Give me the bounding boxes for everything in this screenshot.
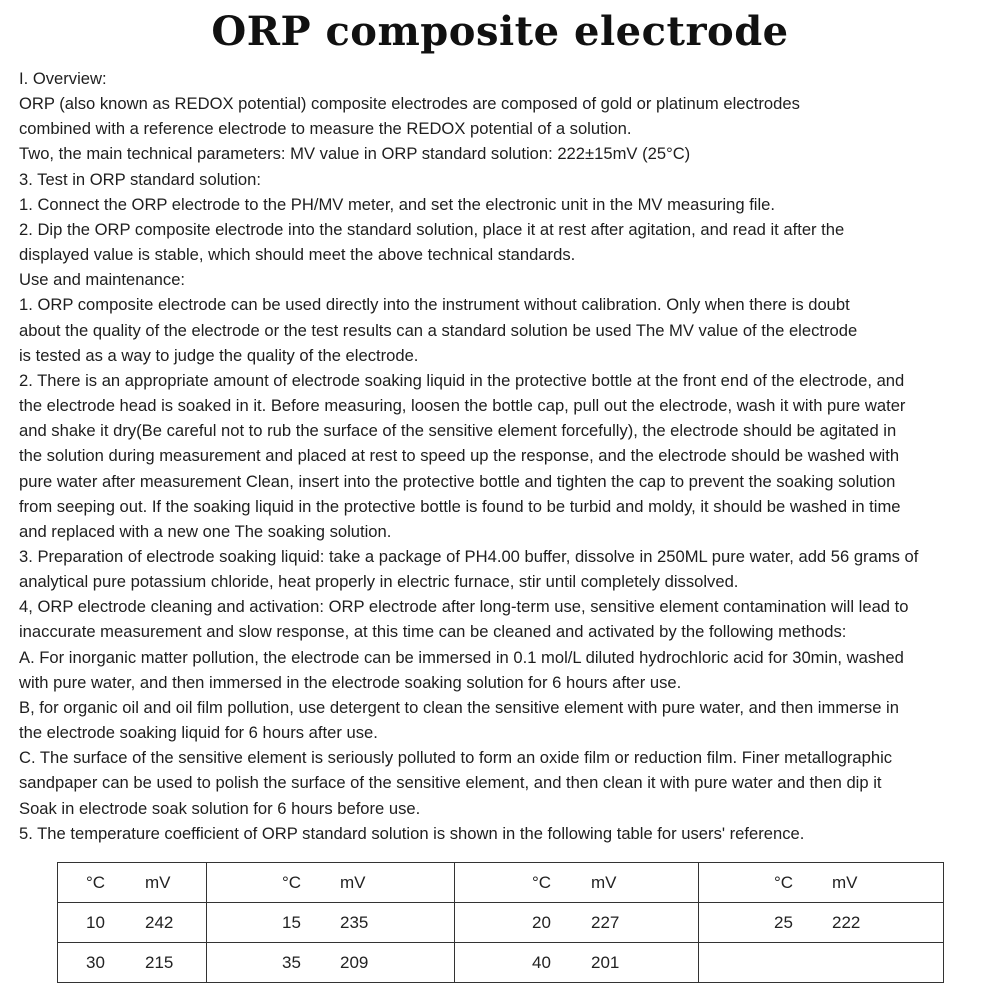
millivolt-value: 209 (340, 953, 369, 972)
millivolt-value: 222 (832, 913, 861, 932)
table-cell (455, 943, 699, 983)
text-line: and shake it dry(Be careful not to rub the surface of the sensitive element forcefully), the electrode should be agitated in (19, 421, 897, 441)
table-cell (207, 903, 455, 943)
text-line: sandpaper can be used to polish the surface of the sensitive element, and then clean it with pure water and then dip it (19, 773, 882, 793)
document-body (19, 66, 994, 846)
temperature-value: 30 (86, 953, 105, 972)
text-line: from seeping out. If the soaking liquid in the protective bottle is found to be turbid and moldy, it should be washed in time (19, 496, 901, 516)
text-line: analytical pure potassium chloride, heat properly in electric furnace, stir until completely dissolved. (19, 572, 739, 592)
text-line: with pure water, and then immersed in the electrode soaking solution for 6 hours after use. (19, 672, 682, 692)
temperature-value: 20 (532, 913, 551, 932)
text-line: A. For inorganic matter pollution, the electrode can be immersed in 0.1 mol/L diluted hydrochloric acid for 30min, washed (19, 647, 904, 667)
table-row (58, 943, 944, 983)
text-line: 2. Dip the ORP composite electrode into the standard solution, place it at rest after agitation, and read it after the (19, 219, 845, 239)
table-cell (207, 863, 455, 903)
table-cell (699, 943, 944, 983)
table-cell (58, 863, 207, 903)
millivolt-value: 242 (145, 913, 174, 932)
text-line: 3. Preparation of electrode soaking liquid: take a package of PH4.00 buffer, dissolve in 250ML pure water, add 56 grams of (19, 546, 919, 566)
page-title: ORP composite electrode (211, 8, 789, 55)
temperature-value: 15 (282, 913, 301, 932)
text-line: 1. ORP composite electrode can be used directly into the instrument without calibration. Only when there is doubt (19, 295, 850, 315)
text-line: Use and maintenance: (19, 270, 186, 290)
text-line: combined with a reference electrode to measure the REDOX potential of a solution. (19, 119, 632, 139)
table-cell (699, 903, 944, 943)
text-line: Soak in electrode soak solution for 6 hours before use. (19, 798, 421, 818)
temperature-coefficient-table (57, 862, 944, 983)
text-line: pure water after measurement Clean, insert into the protective bottle and tighten the cap to prevent the soaking solution (19, 471, 896, 491)
text-line: inaccurate measurement and slow response, at this time can be cleaned and activated by the following methods: (19, 622, 847, 642)
millivolt-header: mV (591, 873, 617, 892)
temperature-header: °C (86, 873, 106, 892)
temperature-value: 10 (86, 913, 105, 932)
text-line: and replaced with a new one The soaking solution. (19, 521, 392, 541)
temperature-value: 35 (282, 953, 301, 972)
temperature-header: °C (282, 873, 302, 892)
millivolt-value: 201 (591, 953, 620, 972)
text-line: Two, the main technical parameters: MV value in ORP standard solution: 222±15mV (25°C) (19, 144, 691, 164)
millivolt-header: mV (145, 873, 171, 892)
table-header-row (58, 863, 944, 903)
text-line: the electrode soaking liquid for 6 hours after use. (19, 723, 378, 743)
millivolt-header: mV (832, 873, 858, 892)
millivolt-value: 227 (591, 913, 620, 932)
table-cell (58, 943, 207, 983)
millivolt-header: mV (340, 873, 366, 892)
text-line: displayed value is stable, which should meet the above technical standards. (19, 245, 576, 265)
table-cell (455, 903, 699, 943)
temperature-value: 25 (774, 913, 793, 932)
table-cell (699, 863, 944, 903)
table-cell (58, 903, 207, 943)
text-line: about the quality of the electrode or the test results can a standard solution be used The MV value of the electrode (19, 320, 858, 340)
text-line: B, for organic oil and oil film pollution, use detergent to clean the sensitive element with pure water, and then immerse in (19, 697, 899, 717)
text-line: 5. The temperature coefficient of ORP standard solution is shown in the following table for users' reference. (19, 823, 805, 843)
text-line: I. Overview: (19, 69, 107, 88)
text-line: 2. There is an appropriate amount of electrode soaking liquid in the protective bottle at the front end of the electrode, and (19, 370, 905, 390)
temperature-header: °C (532, 873, 552, 892)
temperature-value: 40 (532, 953, 551, 972)
text-line: the electrode head is soaked in it. Before measuring, loosen the bottle cap, pull out the electrode, wash it with pure water (19, 396, 906, 416)
millivolt-value: 215 (145, 953, 174, 972)
millivolt-value: 235 (340, 913, 369, 932)
text-line: C. The surface of the sensitive element is seriously polluted to form an oxide film or reduction film. Finer metallographic (19, 748, 893, 768)
text-line: 3. Test in ORP standard solution: (19, 169, 261, 189)
temperature-header: °C (774, 873, 794, 892)
text-line: is tested as a way to judge the quality of the electrode. (19, 345, 419, 365)
table-cell (455, 863, 699, 903)
text-line: the solution during measurement and placed at rest to speed up the response, and the electrode should be washed with (19, 446, 900, 466)
text-line: ORP (also known as REDOX potential) composite electrodes are composed of gold or platinum electrodes (19, 94, 800, 114)
text-line: 4, ORP electrode cleaning and activation: ORP electrode after long-term use, sensitive element contamination will lead to (19, 597, 909, 617)
text-line: 1. Connect the ORP electrode to the PH/MV meter, and set the electronic unit in the MV measuring file. (19, 194, 776, 214)
table-cell (207, 943, 455, 983)
table-row (58, 903, 944, 943)
